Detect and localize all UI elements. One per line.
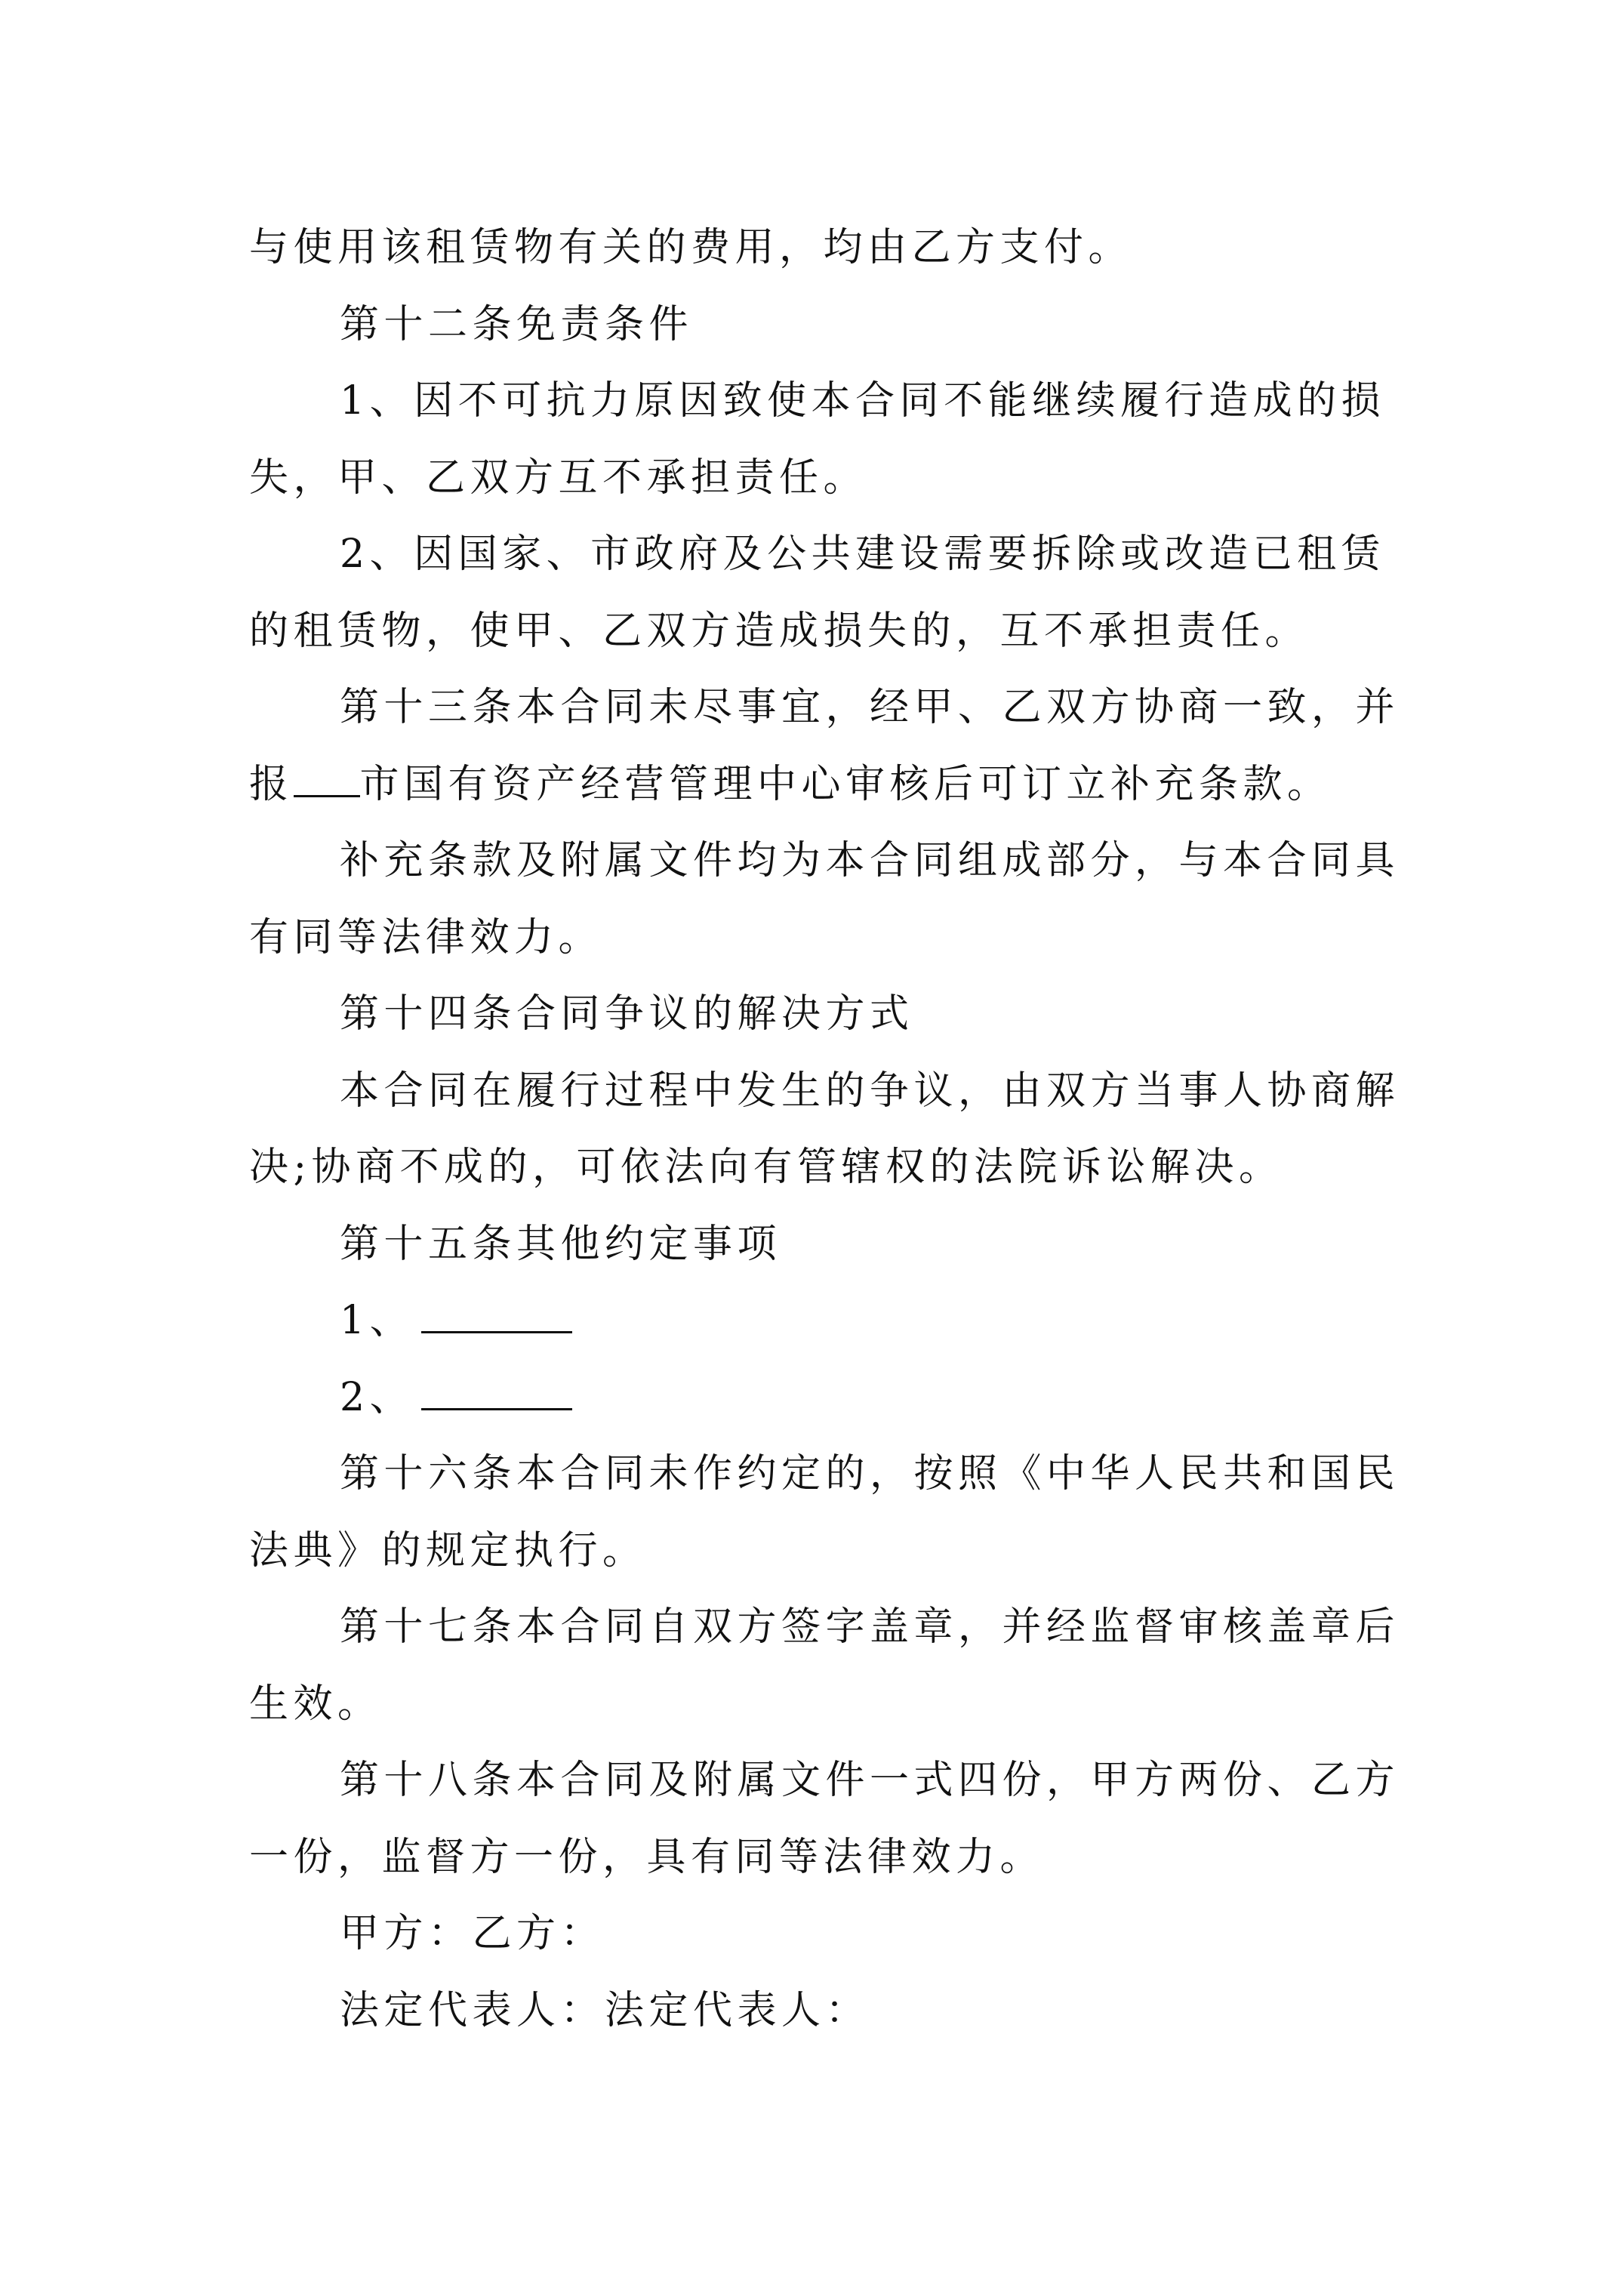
party-signature-line: 甲方：乙方： <box>340 1911 605 1956</box>
article-16-text: 第十六条本合同未作约定的，按照《中华人民共和国民 <box>340 1451 1400 1496</box>
text-line: 有同等法律效力。 <box>249 914 603 960</box>
text-line: 与使用该租赁物有关的费用，均由乙方支付。 <box>249 225 1133 270</box>
text-line: 法典》的规定执行。 <box>249 1527 647 1573</box>
text-line: 决;协商不成的，可依法向有管辖权的法院诉讼解决。 <box>249 1145 1283 1190</box>
item-line-with-blank <box>249 1283 1381 1360</box>
fill-in-blank[interactable] <box>421 1372 572 1410</box>
text-line: 2、因国家、市政府及公共建设需要拆除或改造已租赁 <box>340 532 1386 577</box>
article-14-heading: 第十四条合同争议的解决方式 <box>340 991 914 1037</box>
article-12-heading: 第十二条免责条件 <box>340 301 694 347</box>
legal-representative-line: 法定代表人：法定代表人： <box>340 1987 870 2033</box>
fill-in-blank[interactable] <box>421 1295 572 1333</box>
article-15-heading: 第十五条其他约定事项 <box>340 1221 782 1267</box>
text-line: 补充条款及附属文件均为本合同组成部分，与本合同具 <box>340 838 1400 883</box>
text-line: 一份，监督方一份，具有同等法律效力。 <box>249 1834 1045 1880</box>
item-number: 1、 <box>340 1298 414 1343</box>
item-line-with-blank <box>249 1360 1381 1437</box>
text-line: 生效。 <box>249 1681 382 1727</box>
article-13-text: 第十三条本合同未尽事宜，经甲、乙双方协商一致，并 <box>340 685 1400 730</box>
text-line: 的租赁物，使甲、乙双方造成损失的，互不承担责任。 <box>249 608 1310 654</box>
article-18-text: 第十八条本合同及附属文件一式四份，甲方两份、乙方 <box>340 1758 1400 1803</box>
text-line: 失，甲、乙双方互不承担责任。 <box>249 455 868 501</box>
article-17-text: 第十七条本合同自双方签字盖章，并经监督审核盖章后 <box>340 1604 1400 1650</box>
item-number: 2、 <box>340 1374 414 1420</box>
text-segment: 报 <box>249 761 294 807</box>
text-line: 1、因不可抗力原因致使本合同不能继续履行造成的损 <box>340 378 1386 424</box>
text-segment: 市国有资产经营管理中心审核后可订立补充条款。 <box>359 761 1332 807</box>
text-line-with-blank <box>249 747 1381 824</box>
document-body <box>249 210 1400 2049</box>
fill-in-blank[interactable] <box>294 759 360 797</box>
text-line: 本合同在履行过程中发生的争议，由双方当事人协商解 <box>340 1068 1400 1114</box>
